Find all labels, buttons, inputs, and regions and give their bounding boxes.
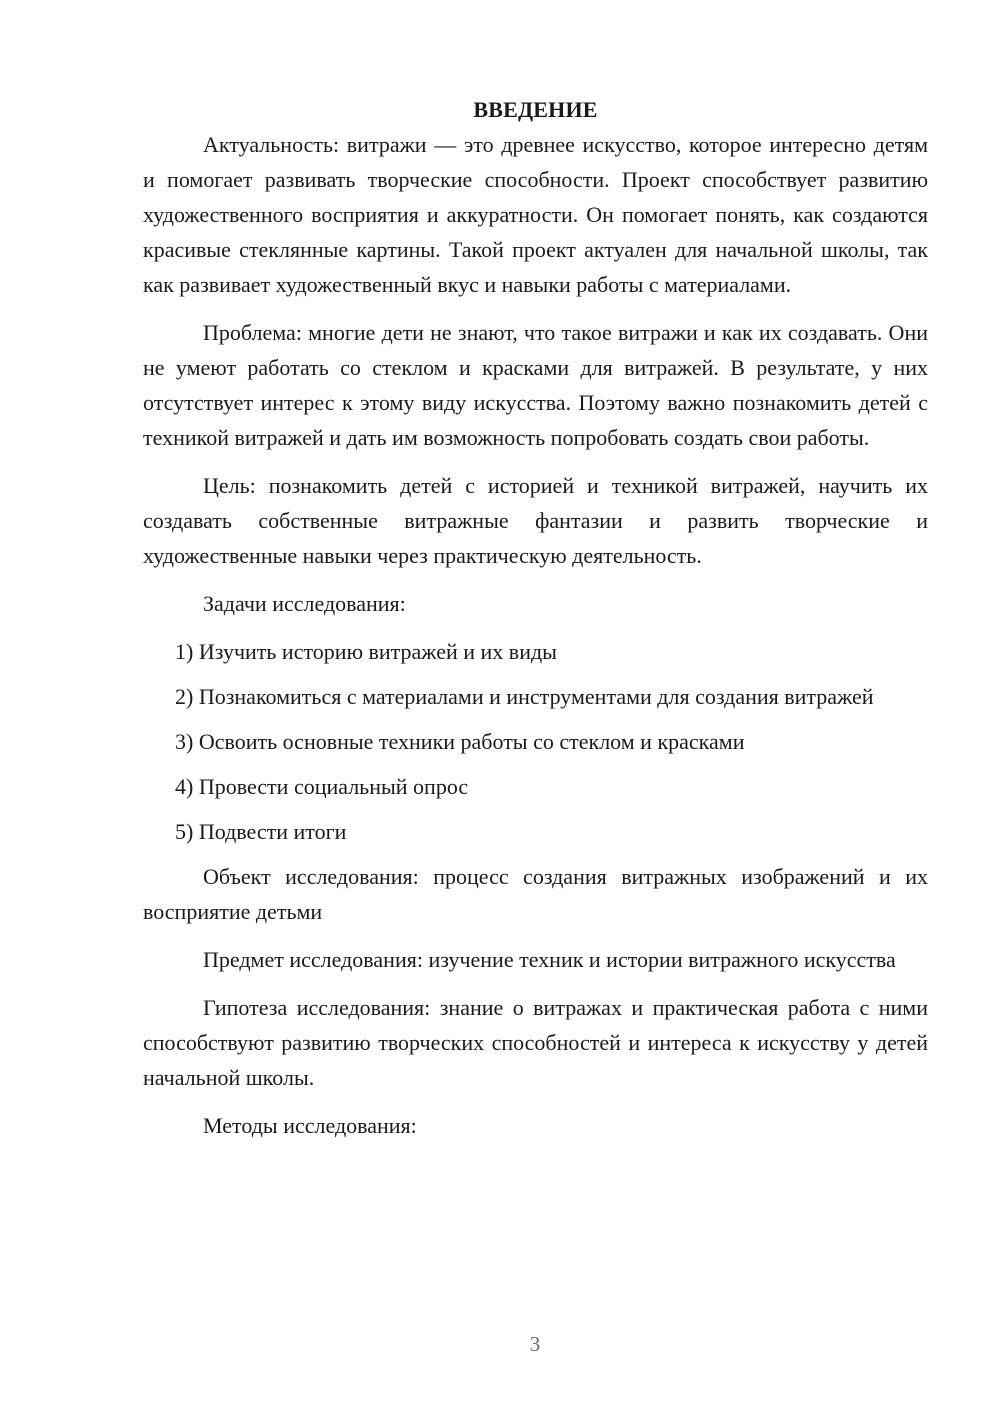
paragraph-object: Объект исследования: процесс создания витражных изображений и их восприятие детьми [143, 864, 928, 924]
paragraph-hypothesis: Гипотеза исследования: знание о витражах и практическая работа с ними способствуют развитию творческих способностей и интереса к искусству у детей начальной школы. [143, 995, 928, 1090]
paragraph-problem: Проблема: многие дети не знают, что такое витражи и как их создавать. Они не умеют работать со стеклом и красками для витражей. В результате, у них отсутствует интерес к этому виду искусства. Поэтому важно познакомить детей с техникой витражей и дать им возможность попробовать создать свои работы. [143, 320, 928, 450]
methods-heading: Методы исследования: [203, 1113, 417, 1138]
list-item: 4) Провести социальный опрос [175, 774, 469, 799]
paragraph-subject: Предмет исследования: изучение техник и истории витражного искусства [203, 947, 896, 972]
paragraph-goal: Цель: познакомить детей с историей и техникой витражей, научить их создавать собственные витражные фантазии и развить творческие и художественные навыки через практическую деятельность. [143, 473, 928, 568]
tasks-list [143, 634, 928, 849]
list-item: 2) Познакомиться с материалами и инструментами для создания витражей [175, 684, 874, 709]
tasks-heading: Задачи исследования: [203, 591, 406, 616]
list-item: 1) Изучить историю витражей и их виды [175, 639, 557, 664]
page-title: ВВЕДЕНИЕ [473, 97, 598, 122]
page-number: 3 [529, 1332, 541, 1356]
document-page [143, 92, 928, 1156]
list-item: 5) Подвести итоги [175, 819, 347, 844]
paragraph-relevance: Актуальность: витражи — это древнее искусство, которое интересно детям и помогает развивать творческие способности. Проект способствует развитию художественного восприятия и аккуратности. Он помогает понять, как создаются красивые стеклянные картины. Такой проект актуален для начальной школы, так как развивает художественный вкус и навыки работы с материалами. [143, 132, 928, 297]
list-item: 3) Освоить основные техники работы со стеклом и красками [175, 729, 745, 754]
